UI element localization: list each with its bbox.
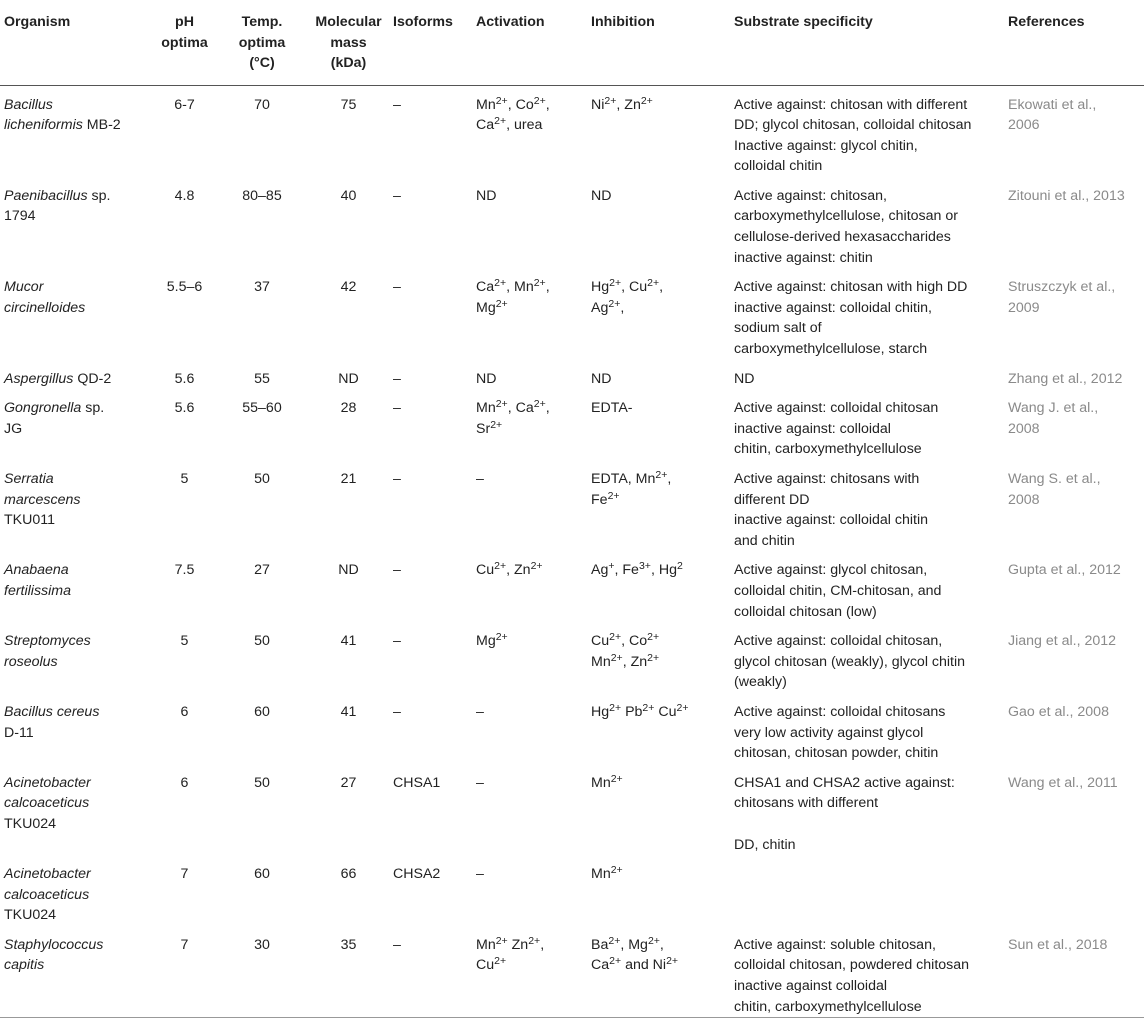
- inhibition-cell: EDTA-: [591, 400, 633, 417]
- organism-genus: Streptomyces roseolus: [4, 633, 91, 670]
- ph-optima-cell: 5.6: [174, 400, 195, 417]
- organism-cell: [0, 177, 149, 268]
- molecular-mass-cell: 28: [340, 400, 357, 417]
- temp-optima-cell: 30: [254, 936, 270, 953]
- activation-cell: –: [476, 774, 484, 791]
- isoforms-cell: –: [393, 703, 401, 720]
- activation-cell: $Mg^{2+}$: [476, 631, 508, 650]
- inhibition-cell: Ag+, $Fe^{3+}$, Hg$^2$: [591, 560, 683, 579]
- organism-cell: [0, 268, 149, 359]
- organism-genus: Paenibacillus: [4, 187, 88, 204]
- molecular-mass-cell: 27: [340, 774, 357, 791]
- organism-genus: Bacillus cereus: [4, 703, 100, 720]
- organism-cell: [0, 389, 149, 460]
- header-isoforms: Isoforms: [393, 14, 453, 30]
- isoforms-cell: CHSA1: [393, 774, 441, 791]
- references-cell: Zitouni et al., 2013: [1008, 187, 1125, 204]
- organism-cell: [0, 85, 149, 177]
- ph-optima-cell: 6-7: [174, 96, 195, 113]
- organism-cell: [0, 764, 149, 855]
- table-row: [0, 389, 1144, 460]
- organism-strain: sp. 1794: [4, 187, 111, 225]
- temp-optima-cell: 80–85: [242, 187, 282, 204]
- organism-genus: Serratia marcescens: [4, 471, 81, 508]
- organism-strain: TKU011: [4, 512, 55, 529]
- table-row: [0, 177, 1144, 268]
- substrate-specificity-cell: Active against: colloidal chitosans very low activity against glycol chitosan, chitosan powder, chitin: [734, 703, 946, 762]
- references-cell: Gupta et al., 2012: [1008, 562, 1121, 579]
- ph-optima-cell: 6: [180, 703, 189, 720]
- references-cell: Wang J. et al., 2008: [1008, 400, 1099, 437]
- references-cell: Gao et al., 2008: [1008, 703, 1109, 720]
- inhibition-cell: $Ni^{2+}$, $Zn^{2+}$: [591, 94, 653, 113]
- organism-strain: TKU024: [4, 907, 57, 924]
- temp-optima-cell: 55: [254, 370, 270, 387]
- table-row: [0, 926, 1144, 1018]
- ph-optima-cell: 5: [180, 471, 189, 487]
- header-activation: Activation: [476, 14, 545, 30]
- molecular-mass-cell: 66: [340, 866, 357, 883]
- table-row: [0, 693, 1144, 764]
- activation-cell: –: [476, 866, 484, 883]
- isoforms-cell: –: [393, 471, 401, 487]
- references-cell: Zhang et al., 2012: [1008, 370, 1123, 387]
- ph-optima-cell: 5.5–6: [166, 279, 203, 296]
- substrate-specificity-cell: [734, 855, 1008, 926]
- inhibition-cell: $Hg^{2+}$, $Cu^{2+}$, $Ag^{2+}$,: [591, 277, 664, 316]
- ph-optima-cell: 5: [180, 633, 189, 650]
- header-organism: Organism: [4, 14, 71, 30]
- temp-optima-cell: 50: [254, 774, 270, 791]
- molecular-mass-cell: 35: [340, 936, 357, 953]
- isoforms-cell: –: [393, 562, 401, 579]
- activation-cell: $Mn^{2+}$, $Ca^{2+}$, $Sr^{2+}$: [476, 398, 550, 437]
- organism-genus: Bacillus licheniformis: [4, 96, 83, 134]
- organism-genus: Anabaena fertilissima: [4, 562, 72, 599]
- organism-cell: [0, 855, 149, 926]
- organism-genus: Staphylococcus capitis: [4, 936, 104, 974]
- molecular-mass-cell: 41: [340, 633, 357, 650]
- temp-optima-cell: 70: [254, 96, 270, 113]
- organism-cell: [0, 551, 149, 622]
- molecular-mass-cell: ND: [338, 370, 359, 387]
- organism-cell: [0, 460, 149, 551]
- isoforms-cell: –: [393, 400, 401, 417]
- references-cell: Struszczyk et al., 2009: [1008, 279, 1116, 316]
- substrate-specificity-cell: Active against: chitosans with different DD inactive against: colloidal chitin and chitin: [734, 471, 929, 549]
- inhibition-cell: ND: [591, 187, 612, 204]
- inhibition-cell: $Mn^{2+}$: [591, 772, 623, 791]
- ph-optima-cell: 7: [180, 866, 189, 883]
- ph-optima-cell: 7.5: [174, 562, 195, 579]
- table-row: [0, 460, 1144, 551]
- activation-cell: $Cu^{2+}$, $Zn^{2+}$: [476, 560, 543, 579]
- organism-genus: Mucor circinelloides: [4, 279, 86, 316]
- isoforms-cell: –: [393, 633, 401, 650]
- organism-strain: MB-2: [82, 117, 121, 134]
- substrate-specificity-cell: CHSA1 and CHSA2 active against: chitosans with different DD, chitin: [734, 774, 955, 853]
- molecular-mass-cell: ND: [338, 562, 359, 579]
- header-temp-optima: Temp. optima (°C): [238, 14, 286, 72]
- organism-strain: TKU024: [4, 815, 57, 832]
- references-cell: [1008, 855, 1144, 926]
- references-cell: Wang et al., 2011: [1008, 774, 1118, 791]
- organism-cell: [0, 622, 149, 693]
- molecular-mass-cell: 42: [340, 279, 357, 296]
- organism-genus: Acinetobacter calcoaceticus: [4, 866, 91, 903]
- molecular-mass-cell: 21: [340, 471, 357, 487]
- inhibition-cell: $Ba^{2+}$, $Mg^{2+}$, $Ca^{2+}$ and $Ni^{2+}$: [591, 934, 679, 974]
- inhibition-cell: ND: [591, 370, 612, 387]
- inhibition-cell: EDTA, $Mn^{2+}$, $Fe^{2+}$: [591, 469, 672, 508]
- isoforms-cell: –: [393, 187, 401, 204]
- activation-cell: –: [476, 703, 484, 720]
- activation-cell: $Mn^{2+}$ $Zn^{2+}$, $Cu^{2+}$: [476, 934, 545, 974]
- header-substrate-specificity: Substrate specificity: [734, 14, 873, 30]
- temp-optima-cell: 60: [254, 703, 270, 720]
- organism-strain: sp. JG: [4, 400, 105, 437]
- header-row: [0, 1, 1144, 85]
- table-row: [0, 85, 1144, 177]
- isoforms-cell: –: [393, 936, 401, 953]
- ph-optima-cell: 6: [180, 774, 189, 791]
- substrate-specificity-cell: Active against: chitosan with high DD inactive against: colloidal chitin, sodium salt of carboxymethylcellulose, starch: [734, 279, 968, 358]
- organism-genus: Acinetobacter calcoaceticus: [4, 774, 91, 812]
- isoforms-cell: –: [393, 96, 401, 113]
- molecular-mass-cell: 75: [340, 96, 357, 113]
- chitosanase-properties-table: [0, 1, 1144, 1018]
- activation-cell: $Ca^{2+}$, $Mn^{2+}$, $Mg^{2+}$: [476, 277, 550, 316]
- table-row: [0, 855, 1144, 926]
- substrate-specificity-cell: Active against: chitosan with different DD; glycol chitosan, colloidal chitosan Inactive against: glycol chitin, colloidal chitin: [734, 96, 972, 175]
- inhibition-cell: $Mn^{2+}$: [591, 864, 623, 883]
- substrate-specificity-cell: Active against: soluble chitosan, colloidal chitosan, powdered chitosan inactive against colloidal chitin, carboxymethylcellulose: [734, 936, 970, 1015]
- temp-optima-cell: 27: [254, 562, 270, 579]
- substrate-specificity-cell: Active against: glycol chitosan, colloidal chitin, CM-chitosan, and colloidal chitosan (low): [734, 562, 942, 620]
- header-molecular-mass: Molecular mass (kDa): [315, 14, 382, 72]
- isoforms-cell: –: [393, 279, 401, 296]
- substrate-specificity-cell: Active against: colloidal chitosan inactive against: colloidal chitin, carboxymethylcellulose: [734, 400, 939, 458]
- organism-cell: [0, 693, 149, 764]
- header-inhibition: Inhibition: [591, 14, 655, 30]
- ph-optima-cell: 4.8: [174, 187, 195, 204]
- references-cell: Sun et al., 2018: [1008, 936, 1108, 953]
- isoforms-cell: –: [393, 370, 401, 387]
- activation-cell: $Mn^{2+}$, $Co^{2+}$, $Ca^{2+}$, urea: [476, 94, 550, 134]
- isoforms-cell: CHSA2: [393, 866, 441, 883]
- table-row: [0, 622, 1144, 693]
- organism-cell: [0, 926, 149, 1018]
- organism-strain: QD-2: [73, 370, 112, 387]
- ph-optima-cell: 5.6: [174, 370, 195, 387]
- temp-optima-cell: 37: [254, 279, 270, 296]
- table-row: [0, 360, 1144, 390]
- temp-optima-cell: 50: [254, 633, 270, 650]
- substrate-specificity-cell: ND: [734, 370, 755, 387]
- organism-genus: Gongronella: [4, 400, 82, 417]
- references-cell: Jiang et al., 2012: [1008, 633, 1117, 650]
- activation-cell: –: [476, 471, 484, 487]
- table-row: [0, 551, 1144, 622]
- temp-optima-cell: 50: [254, 471, 270, 487]
- inhibition-cell: $Cu^{2+}$, $Co^{2+}$ $Mn^{2+}$, $Zn^{2+}$: [591, 631, 660, 670]
- substrate-specificity-cell: Active against: chitosan, carboxymethylcellulose, chitosan or cellulose-derived hexasaccharides inactive against: chitin: [734, 187, 958, 266]
- temp-optima-cell: 55–60: [242, 400, 282, 417]
- molecular-mass-cell: 40: [340, 187, 357, 204]
- activation-cell: ND: [476, 370, 497, 387]
- table-row: [0, 268, 1144, 359]
- molecular-mass-cell: 41: [340, 703, 357, 720]
- temp-optima-cell: 60: [254, 866, 270, 883]
- organism-genus: Aspergillus: [4, 370, 74, 387]
- references-cell: Ekowati et al., 2006: [1008, 96, 1097, 134]
- header-references: References: [1008, 14, 1085, 30]
- organism-strain: D-11: [4, 724, 34, 741]
- ph-optima-cell: 7: [180, 936, 189, 953]
- header-ph-optima: pH optima: [161, 14, 208, 51]
- substrate-specificity-cell: Active against: colloidal chitosan, glycol chitosan (weakly), glycol chitin (weakly): [734, 633, 966, 691]
- references-cell: Wang S. et al., 2008: [1008, 471, 1101, 508]
- activation-cell: ND: [476, 187, 497, 204]
- table-row: [0, 764, 1144, 855]
- inhibition-cell: $Hg^{2+}$ $Pb^{2+}$ $Cu^{2+}$: [591, 701, 689, 720]
- organism-cell: [0, 360, 149, 390]
